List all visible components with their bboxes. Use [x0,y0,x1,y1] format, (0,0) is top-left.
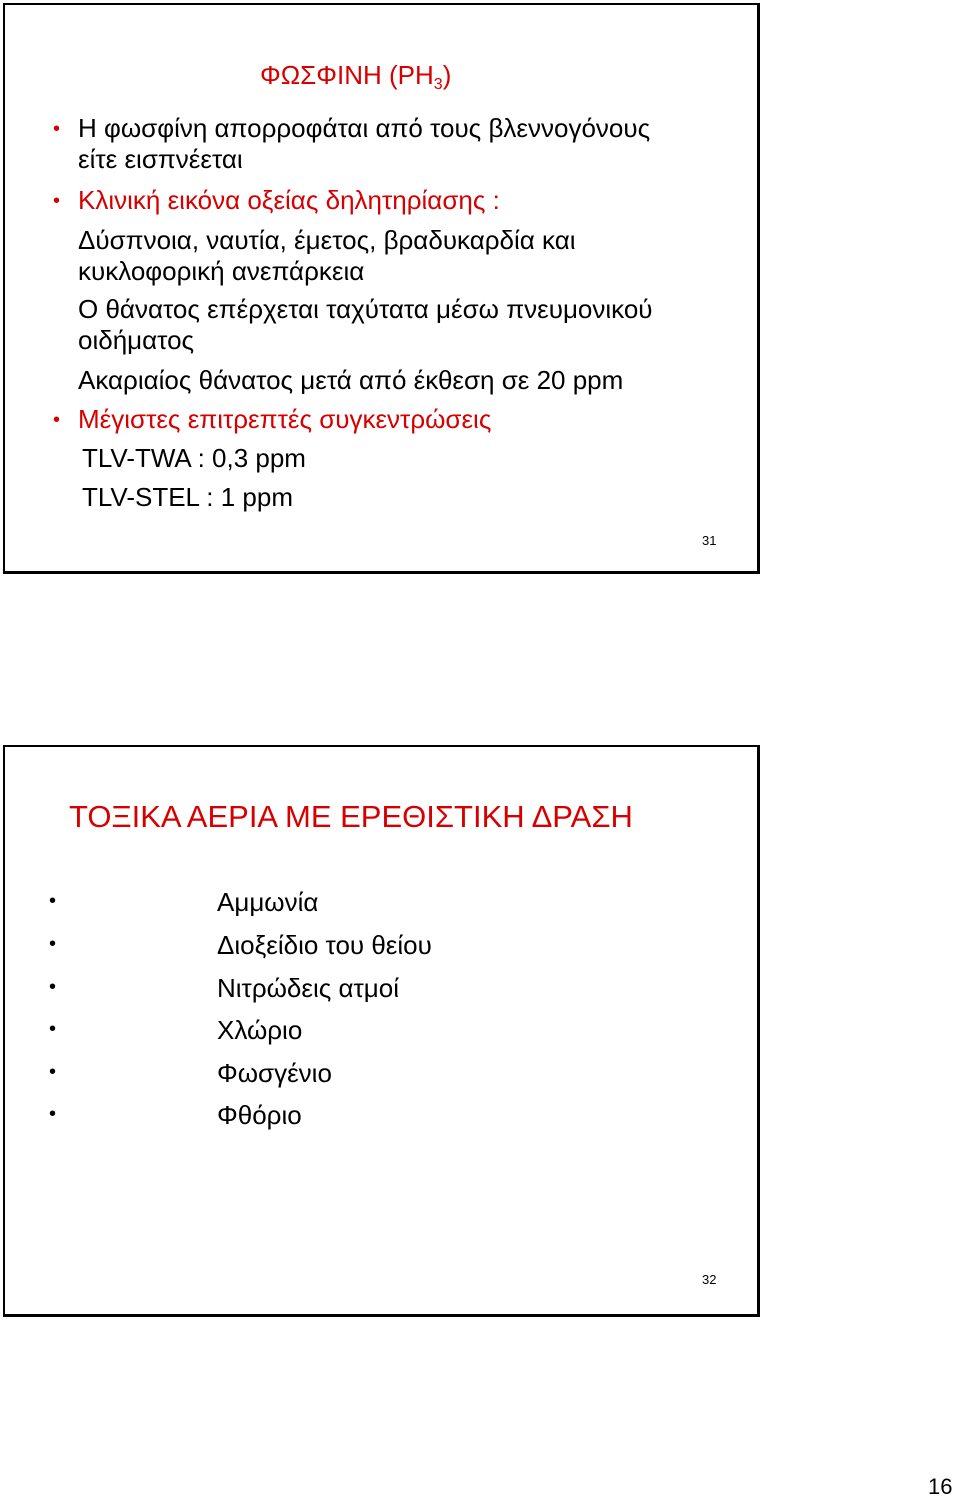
list-item: Αμμωνία [217,887,319,917]
text-line: Η φωσφίνη απορροφάται από τους βλεννογόνους [78,113,651,143]
text-line: TLV-TWA : 0,3 ppm [82,443,306,473]
bullet-icon: • [49,890,57,912]
bullet-icon: • [49,1018,57,1040]
slide-title: ΤΟΞΙΚΑ ΑΕΡΙΑ ΜΕ ΕΡΕΘΙΣΤΙΚΗ ΔΡΑΣΗ [69,799,633,834]
slide-number: 31 [702,533,717,548]
slide-31 [3,3,760,574]
bullet-icon: • [49,1061,57,1083]
bullet-icon: • [53,190,61,212]
page-number: 16 [928,1474,953,1499]
slide-number: 32 [702,1272,717,1287]
text-line: Μέγιστες επιτρεπτές συγκεντρώσεις [78,404,492,434]
text-line: Ακαριαίος θάνατος μετά από έκθεση σε 20 ppm [78,365,624,395]
list-item: Νιτρώδεις ατμοί [217,973,400,1003]
list-item: Χλώριο [217,1015,303,1045]
bullet-icon: • [53,118,61,140]
list-item: Φωσγένιο [217,1058,332,1088]
text-line: κυκλοφορική ανεπάρκεια [78,256,365,286]
slide-32 [3,745,760,1317]
list-item: Διοξείδιο του θείου [217,930,432,960]
text-line: οιδήματος [78,325,195,355]
text-line: Κλινική εικόνα οξείας δηλητηρίασης : [78,185,500,215]
list-item: Φθόριο [217,1100,302,1130]
text-line: TLV-STEL : 1 ppm [82,482,293,512]
text-line: είτε εισπνέεται [78,144,243,174]
bullet-icon: • [49,976,57,998]
text-line: Ο θάνατος επέρχεται ταχύτατα μέσω πνευμονικού [78,294,653,324]
bullet-icon: • [53,409,61,431]
text-line: Δύσπνοια, ναυτία, έμετος, βραδυκαρδία και [78,225,576,255]
bullet-icon: • [49,1103,57,1125]
slide-title: ΦΩΣΦΙΝΗ $(PH_3)$ [260,60,452,93]
bullet-icon: • [49,933,57,955]
